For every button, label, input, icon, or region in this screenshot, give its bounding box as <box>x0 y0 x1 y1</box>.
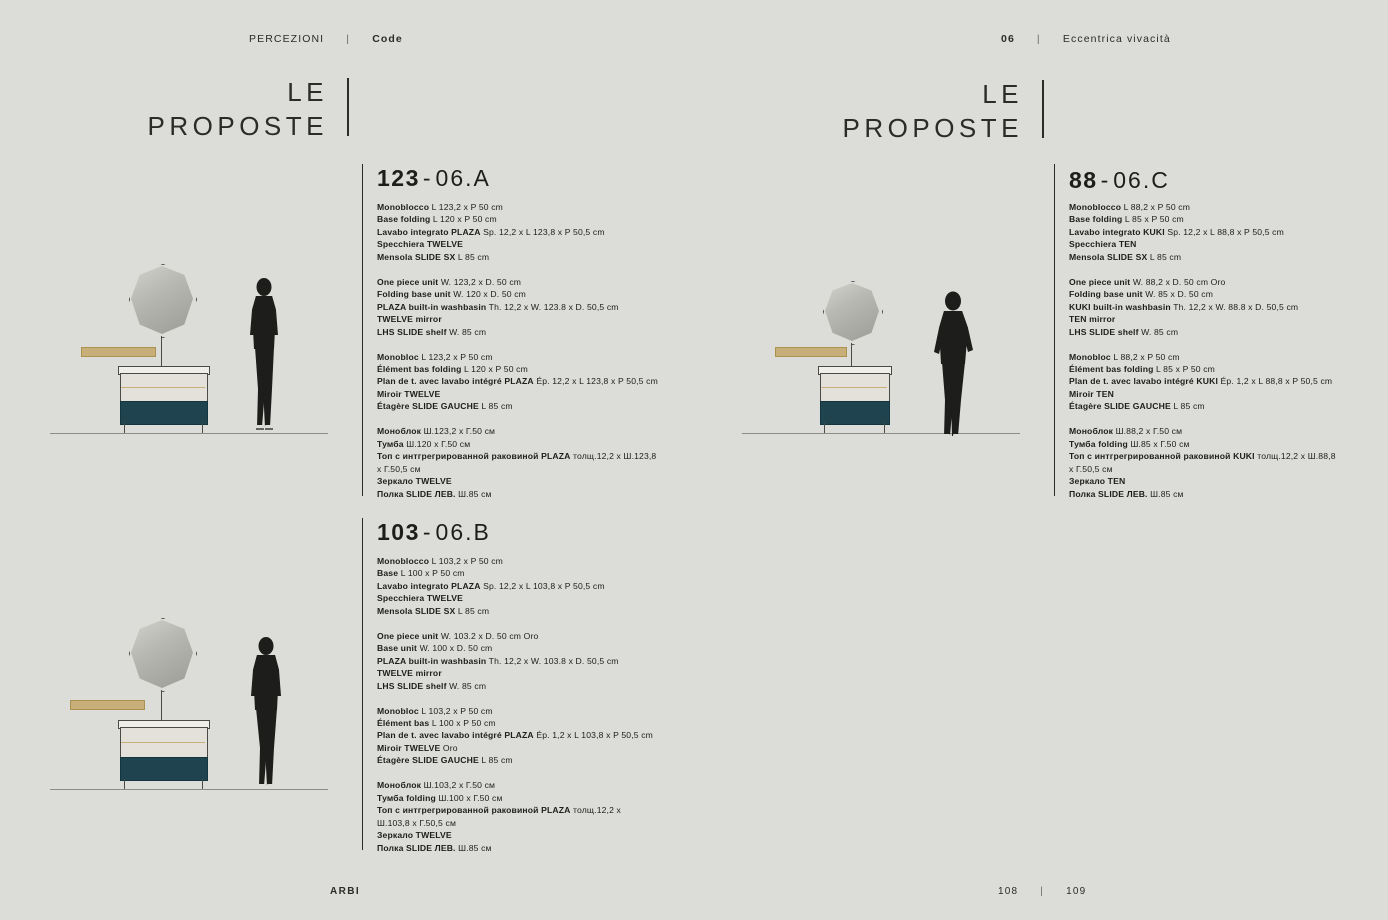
spec-label: Base unit <box>377 643 418 654</box>
spec-value: L 123,2 x P 50 cm <box>429 202 503 212</box>
spec-value: L 120 x P 50 cm <box>430 214 497 225</box>
spec-label: Тумба <box>377 438 404 449</box>
spec-value: Sp. 12,2 x L 123,8 x P 50,5 cm <box>480 226 605 237</box>
page-title-right-line2: PROPOSTE <box>842 113 1023 143</box>
spec-value: L 100 x P 50 cm <box>429 717 496 728</box>
spec-label: Specchiera TWELVE <box>377 239 463 250</box>
block-rule-123 <box>362 164 363 496</box>
spec-value: W. 120 x D. 50 cm <box>450 289 526 300</box>
spec-label: Моноблок <box>377 780 422 791</box>
human-figure <box>240 636 292 794</box>
cabinet-handle-line <box>121 387 205 388</box>
spec-value: Ш.85 см <box>1147 488 1184 499</box>
spec-group-en-88 <box>1069 276 1369 338</box>
page-title-left-line2: PROPOSTE <box>147 111 328 141</box>
mirror-frame <box>129 618 197 692</box>
slide-shelf <box>81 347 156 357</box>
slide-shelf <box>775 347 847 357</box>
spec-value: L 85 cm <box>455 605 490 616</box>
spec-value: L 85 cm <box>1170 401 1205 412</box>
spec-label: Топ с интгрегрированной раковиной KUKI <box>1069 451 1255 462</box>
spec-value: Th. 12,2 x W. 123.8 x D. 50,5 cm <box>486 301 619 312</box>
spec-value: L 120 x P 50 cm <box>461 363 528 374</box>
block-number-103: 103 <box>377 519 420 545</box>
spec-group-fr-88 <box>1069 351 1369 413</box>
spec-label: Monobloc <box>377 705 419 716</box>
spec-label: Топ с интгрегрированной раковиной PLAZA <box>377 451 571 462</box>
block-number-123: 123 <box>377 165 420 191</box>
spec-value: Ш.85 х Г.50 см <box>1127 438 1190 449</box>
header-theme-title: Eccentrica vivacità <box>1062 33 1171 45</box>
block-title-123 <box>377 165 491 192</box>
footer-page-right: 109 <box>1066 886 1087 897</box>
page-header <box>0 33 1388 49</box>
spec-group-ru-103 <box>377 779 697 854</box>
spec-value: L 85 x P 50 cm <box>1153 363 1215 374</box>
block-title-103 <box>377 519 491 546</box>
footer-page-left: 108 <box>998 886 1019 897</box>
spec-label: Полка SLIDE ЛЕВ. <box>377 842 456 853</box>
spec-label: Plan de t. avec lavabo intégré PLAZA <box>377 730 534 741</box>
footer-brand: ARBI <box>330 886 361 897</box>
spec-label: Monoblocco <box>377 202 430 212</box>
spec-label: Étagère SLIDE GAUCHE <box>377 755 479 766</box>
spec-value: W. 85 cm <box>446 326 487 337</box>
cabinet-leg-right <box>884 423 885 433</box>
spec-value: Ép. 1,2 x L 88,8 x P 50,5 cm <box>1218 376 1333 387</box>
header-page-code: 06 <box>1001 33 1015 45</box>
spec-label: Élément bas folding <box>1069 363 1154 374</box>
spec-value: Ш.103,2 х Г.50 см <box>421 780 496 791</box>
spec-label: Топ с интгрегрированной раковиной PLAZA <box>377 805 571 816</box>
spec-label: Monoblocco <box>1069 202 1122 212</box>
header-section-label: Code <box>372 33 403 45</box>
spec-label: Зеркало TWELVE <box>377 476 452 487</box>
block-specs-88 <box>1069 201 1369 500</box>
spec-label: TWELVE mirror <box>377 668 442 679</box>
header-separator-2: | <box>1036 33 1041 45</box>
mirror-frame <box>129 264 197 338</box>
spec-label: Monoblocco <box>377 556 430 566</box>
block-title-88 <box>1069 167 1170 194</box>
spec-label: Élément bas folding <box>377 363 462 374</box>
cabinet-leg-left <box>824 423 825 433</box>
block-dash-123: - <box>422 165 433 191</box>
spec-group-it-103 <box>377 555 697 617</box>
cabinet-leg-right <box>202 779 203 789</box>
mirror-stem <box>161 336 162 368</box>
spec-label: Lavabo integrato KUKI <box>1069 226 1165 237</box>
spec-label: TEN mirror <box>1069 314 1116 325</box>
spec-label: One piece unit <box>1069 276 1131 287</box>
spec-value: W. 88,2 x D. 50 cm Oro <box>1130 276 1226 287</box>
header-left-group <box>249 33 403 45</box>
page-title-right <box>815 77 1023 145</box>
header-right-group <box>1001 33 1171 45</box>
spec-label: PLAZA built-in washbasin <box>377 655 487 666</box>
spec-value: х Г.50,5 см <box>377 463 421 474</box>
cabinet-leg-right <box>202 423 203 433</box>
spec-value: Ш.85 см <box>455 842 492 853</box>
spec-value: L 85 cm <box>1147 251 1182 262</box>
spec-group-en-103 <box>377 630 697 692</box>
block-code-103: 06.B <box>435 519 491 545</box>
mirror-stem <box>161 690 162 720</box>
spec-label: Specchiera TEN <box>1069 239 1137 250</box>
cabinet-lower <box>120 757 208 781</box>
spec-label: KUKI built-in washbasin <box>1069 301 1171 312</box>
spec-label: LHS SLIDE shelf <box>377 680 447 691</box>
mirror-frame <box>823 281 883 345</box>
spec-label: Зеркало TWELVE <box>377 830 452 841</box>
human-figure <box>238 277 290 435</box>
spec-value: толщ.12,2 х <box>570 805 622 816</box>
title-rule-left <box>347 78 349 136</box>
spec-label: Monobloc <box>1069 351 1111 362</box>
block-specs-103 <box>377 555 697 854</box>
block-code-88: 06.C <box>1113 167 1170 193</box>
spec-value: L 103,2 x P 50 cm <box>418 705 493 716</box>
header-collection-label: PERCEZIONI <box>249 33 325 45</box>
human-figure <box>925 290 981 442</box>
page-title-left-line1: LE <box>287 77 328 107</box>
spec-label: Mensola SLIDE SX <box>377 251 456 262</box>
cabinet-handle-line <box>121 742 205 743</box>
spec-value: Oro <box>440 742 458 753</box>
spec-label: Élément bas <box>377 717 430 728</box>
spec-value: W. 85 cm <box>1138 326 1179 337</box>
spec-value: L 85 x P 50 cm <box>1122 214 1184 225</box>
spec-label: Base <box>377 568 399 579</box>
cabinet-leg-left <box>124 423 125 433</box>
spec-value: L 85 cm <box>478 401 513 412</box>
spec-value: W. 123,2 x D. 50 cm <box>438 276 522 287</box>
spec-value: L 85 cm <box>478 755 513 766</box>
spec-label: Полка SLIDE ЛЕВ. <box>1069 488 1148 499</box>
block-dash-103: - <box>422 519 433 545</box>
spec-label: Lavabo integrato PLAZA <box>377 580 481 591</box>
block-dash-88: - <box>1100 167 1111 193</box>
spec-label: Monobloc <box>377 351 419 362</box>
mirror-stem <box>851 343 852 368</box>
block-code-123: 06.A <box>435 165 491 191</box>
spec-label: Моноблок <box>1069 426 1114 437</box>
spec-label: Тумба folding <box>377 792 436 803</box>
spec-value: L 123,2 x P 50 cm <box>418 351 493 362</box>
spec-group-it-88 <box>1069 201 1369 263</box>
header-separator-1: | <box>346 33 351 45</box>
spec-label: Base folding <box>377 214 431 225</box>
spec-label: Base folding <box>1069 214 1123 225</box>
spec-label: Полка SLIDE ЛЕВ. <box>377 488 456 499</box>
spec-label: TWELVE mirror <box>377 314 442 325</box>
spec-label: Miroir TWELVE <box>377 388 441 399</box>
spec-label: Тумба folding <box>1069 438 1128 449</box>
spec-value: Ш.85 см <box>455 488 492 499</box>
spec-label: Mensola SLIDE SX <box>377 605 456 616</box>
spec-group-en-123 <box>377 276 697 338</box>
spec-label: Зеркало TEN <box>1069 476 1126 487</box>
spec-value: х Г.50,5 см <box>1069 463 1113 474</box>
spec-label: Plan de t. avec lavabo intégré PLAZA <box>377 376 534 387</box>
spec-value: Th. 12,2 x W. 88.8 x D. 50,5 cm <box>1170 301 1299 312</box>
spec-label: Folding base unit <box>1069 289 1143 300</box>
spec-label: Lavabo integrato PLAZA <box>377 226 481 237</box>
spec-value: W. 100 x D. 50 cm <box>417 643 493 654</box>
block-rule-103 <box>362 518 363 850</box>
spec-value: Ш.123,2 х Г.50 см <box>421 426 496 437</box>
spec-value: L 88,2 x P 50 cm <box>1110 351 1180 362</box>
spec-group-ru-123 <box>377 425 697 500</box>
spec-value: L 88,2 x P 50 cm <box>1121 202 1191 212</box>
spec-group-fr-123 <box>377 351 697 413</box>
spec-group-fr-103 <box>377 705 697 767</box>
spec-value: толщ.12,2 х Ш.88,8 <box>1254 451 1336 462</box>
cabinet-lower <box>820 401 890 425</box>
spec-label: LHS SLIDE shelf <box>1069 326 1139 337</box>
spec-label: Étagère SLIDE GAUCHE <box>377 401 479 412</box>
slide-shelf <box>70 700 145 710</box>
spec-label: Plan de t. avec lavabo intégré KUKI <box>1069 376 1219 387</box>
block-rule-88 <box>1054 164 1055 496</box>
block-number-88: 88 <box>1069 167 1098 193</box>
spec-value: Ép. 12,2 x L 123,8 x P 50,5 cm <box>533 376 658 387</box>
spec-value: L 100 x P 50 cm <box>398 568 465 579</box>
spec-label: Étagère SLIDE GAUCHE <box>1069 401 1171 412</box>
spec-value: L 103,2 x P 50 cm <box>429 556 503 566</box>
footer-pagination <box>998 886 1086 897</box>
spec-label: PLAZA built-in washbasin <box>377 301 487 312</box>
title-rule-right <box>1042 80 1044 138</box>
spec-value: W. 85 x D. 50 cm <box>1142 289 1214 300</box>
spec-label: Miroir TEN <box>1069 388 1114 399</box>
cabinet-leg-left <box>124 779 125 789</box>
spec-value: толщ.12,2 х Ш.123,8 <box>570 451 657 462</box>
spec-label: Specchiera TWELVE <box>377 593 463 604</box>
spec-value: Ép. 1,2 x L 103,8 x P 50,5 cm <box>533 730 653 741</box>
spec-value: W. 103.2 x D. 50 cm Oro <box>438 630 539 641</box>
cabinet-lower <box>120 401 208 425</box>
spec-value: Ш.88,2 х Г.50 см <box>1113 426 1183 437</box>
spec-value: Sp. 12,2 x L 88,8 x P 50,5 cm <box>1164 226 1284 237</box>
block-specs-123 <box>377 201 697 500</box>
spec-value: L 85 cm <box>455 251 490 262</box>
spec-label: Mensola SLIDE SX <box>1069 251 1148 262</box>
spec-label: Folding base unit <box>377 289 451 300</box>
spec-label: LHS SLIDE shelf <box>377 326 447 337</box>
spec-value: W. 85 cm <box>446 680 487 691</box>
spec-group-it-123 <box>377 201 697 263</box>
spec-value: Sp. 12,2 x L 103,8 x P 50,5 cm <box>480 580 605 591</box>
spec-label: Miroir TWELVE <box>377 742 441 753</box>
cabinet-handle-line <box>821 387 887 388</box>
spec-value: Ш.100 х Г.50 см <box>435 792 503 803</box>
spec-group-ru-88 <box>1069 425 1369 500</box>
footer-separator: | <box>1040 886 1045 897</box>
spec-value: Ш.103,8 х Г.50,5 см <box>377 817 457 828</box>
page-title-left <box>120 75 328 143</box>
spec-label: One piece unit <box>377 630 439 641</box>
spec-value: Th. 12,2 x W. 103.8 x D. 50,5 cm <box>486 655 619 666</box>
spec-label: Моноблок <box>377 426 422 437</box>
spec-label: One piece unit <box>377 276 439 287</box>
spec-value: Ш.120 х Г.50 см <box>403 438 471 449</box>
page-title-right-line1: LE <box>982 79 1023 109</box>
